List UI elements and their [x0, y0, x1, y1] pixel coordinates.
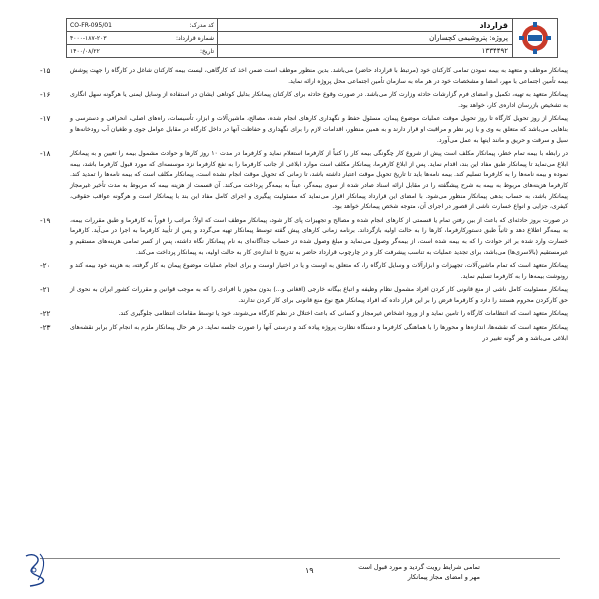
clause-item [40, 309, 568, 320]
clause-text: پیمانکار متعهد است که انتظامات کارگاه را تامین نماید و از ورود اشخاص غیرمجاز و کسانی که باعث اختلال در نظم کارگاه می‌شوند، خود یا توسط مقامات انتظامی جلوگیری کند. [118, 310, 568, 318]
clause-item [40, 285, 568, 306]
clause-text: پیمانکار متعهد است که تمام ماشین‌آلات، تجهیزات و ابزارآلات و وسایل کارگاه را، که متعلق به اوست و یا در اختیار اوست و برای انجام عملیات موضوع پیمان به کار گرفته، به هزینه خود بیمه کند و رونوشت بیمه‌ها را به کارفرما تسلیم نماید. [70, 262, 568, 280]
clause-item [40, 216, 568, 258]
clause-text: پیمانکار متعهد به تهیه، تکمیل و امضای فرم گزارشات حادثه وزارت کار می‌باشد. در صورت وقوع حادثه برای کارکنان پیمانکار بدلیل کوتاهی ایشان در استفاده از وسایل ایمنی یا هرگونه سهل انگاری به تشخیص بازرسان اداره‌ی کار، خواهد بود. [70, 91, 568, 109]
project-label: پروژه: پتروشیمی کچساران [429, 34, 508, 42]
clause-item [40, 323, 568, 344]
page-number: ۱۹ [305, 566, 314, 575]
footer-acceptance-line: تمامی شرایط رویت گردید و مورد قبول است [358, 563, 480, 571]
header-meta-block [67, 19, 217, 57]
footer-divider [40, 558, 560, 559]
clause-number: -۱۶ [40, 90, 51, 100]
document-header [66, 18, 558, 58]
clause-text: پیمانکار از روز تحویل کارگاه تا روز تحویل موقت عملیات موضوع پیمان، مسئول حفظ و نگهداری کارهای انجام شده، مصالح، ماشین‌آلات و ابزار، تأسیسات، راه‌های اصلی، انحرافی و دسترسی و بناهایی می‌باشد که متعلق به وی و یا زیر نظر و مراقبت او قرار دارند و به همین منظور، اقدامات لازم را برای نگهداری و حفاظت آنها در داخل کارگاه در مقابل عوامل جوی و طغیان آب رودخانه‌ها و سیل و سرقت و حریق و مانند اینها به عمل می‌آورد. [70, 115, 568, 144]
footer-signature-line: مهر و امضای مجاز پیمانکار [407, 573, 480, 581]
contract-no-value: ۴۰۰۰-۱۸۷-۲۰۳ [70, 34, 107, 42]
clause-text: پیمانکار متعهد است که نقشه‌ها، اندازه‌ها و محورها را با هماهنگی کارفرما و دستگاه نظارت پروژه پیاده کند و درستی آنها را صورت جلسه نماید. در هر حال پیمانکار ملزم به انجام کار برابر نقشه‌های ابلاغی می‌باشد و هر گونه تغییر در [70, 324, 568, 342]
clause-number: -۲۰ [40, 261, 51, 271]
company-logo [512, 19, 557, 57]
clause-number: -۱۷ [40, 114, 51, 124]
clause-item [40, 90, 568, 111]
project-code: ۱۳۳۴۴۹۲ [481, 47, 508, 55]
clause-item [40, 66, 568, 87]
clause-item [40, 261, 568, 282]
clause-text: پیمانکار مسئولیت کامل ناشی از منع قانونی کار کردن افراد مشمول نظام وظیفه و اتباع بیگانه خارجی (افغانی و...) بدون مجوز یا افرادی را که به موجب قوانین و مقررات کشور ایران به نحوی از حق کارکردن محروم هستند را دارد و کارفرما فرض را بر این قرار داده که افراد پیمانکار هیچ نوع منع قانونی برای کار کردن ندارند. [70, 286, 568, 304]
date-value: ۱۴۰۰/۰۸/۲۲ [70, 47, 100, 55]
clause-number: -۲۳ [40, 323, 51, 333]
clause-number: -۱۵ [40, 66, 51, 75]
doc-code-value: CO-FR-095/01 [70, 21, 112, 29]
document-title: قرارداد [479, 20, 508, 30]
footer-acceptance [240, 562, 480, 582]
contract-clauses [40, 66, 568, 347]
clause-text: در رابطه با بیمه تمام خطر، پیمانکار مکلف است پیش از شروع کار چگونگی بیمه کار را کتباً از کارفرما استعلام نماید و کارفرما در مدت ۱۰ روز کارها و حوادث مشمول بیمه را تعیین و به پیمانکار ابلاغ می‌نماید تا پیمانکار طبق مفاد این بند، اقدام نماید. پس از ابلاغ کارفرما، پیمانکار مکلف است موارد ابلاغی از جانب کارفرما را به نفع کارفرما نزد موسسه‌ای که مورد قبول کارفرما باشد، بیمه نموده و بیمه نامه‌ها را به کارفرما تسلیم کند. بیمه نامه‌ها باید تا تاریخ تحویل موقت اعتبار داشته باشد، تا زمانی که تحویل موقت انجام نشده است، پیمانکار مکلف است که بیمه نامه‌ها را تمدید کند. کارفرما هزینه‌های مربوط به بیمه به شرح پیشگفته را در مقابل ارائه اسناد صادر شده از سوی بیمه‌گر، عیناً به بیمه‌گر پرداخت می‌کند. آن قسمت از هزینه بیمه که مربوط به مدت تأخیر غیرمجاز پیمانکار باشد، به حساب بدهی پیمانکار منظور می‌شود. با امضای این قرارداد پیمانکار اقرار می‌نماید که مسئولیت پیگیری و اجرای کامل مفاد این بند با پیمانکار است و هرگونه عواقب حقوقی، کیفری، جزایی و انواع خسارت ناشی از قصور در اجرای آن، متوجه شخص پیمانکار خواهد بود. [70, 150, 568, 211]
contract-no-label: شماره قرارداد: [175, 34, 214, 42]
doc-code-label: کد مدرک: [189, 21, 214, 29]
clause-text: پیمانکار موظف و متعهد به بیمه نمودن تمامی کارکنان خود (مرتبط با قرارداد حاضر) می‌باشد. بدین منظور موظف است ضمن اخذ کد کارگاهی، لیست بیمه کارکنان شاغل در کارگاه را جهت پوشش بیمه تأمین اجتماعی با مهر، امضا و مشخصات خود در هر ماه به سازمان تأمین اجتماعی محل پروژه ارائه نماید. [70, 67, 568, 85]
clause-number: -۱۹ [40, 215, 51, 225]
date-label: تاریخ: [200, 47, 214, 55]
gear-logo-icon [516, 21, 554, 55]
clause-item [40, 149, 568, 213]
clause-item [40, 114, 568, 146]
clause-number: -۱۸ [40, 149, 51, 159]
clause-number: -۲۱ [40, 285, 51, 295]
clause-text: در صورت بروز حادثه‌ای که باعث از بین رفتن تمام یا قسمتی از کارهای انجام شده و مصالح و تجهیزات پای کار شود، پیمانکار موظف است که اولاً: مراتب را فوراً به کارفرما و طبق مقررات بیمه، به بیمه‌گر اطلاع دهد و ثانیاً طبق دستورکارفرما، کارها را به حالت اولیه بازگرداند. برنامه زمانی کارهای پیش گفته توسط پیمانکار تهیه می‌گردد و پس از تأیید کارفرما به اجرا در می‌آید. کارفرما خسارت وارد شده بر اثر حوادث را که به بیمه شده است، از بیمه‌گر وصول می‌نماید و مبلغ وصول شده در حساب جداگانه‌ای به نام پیمانکار نگاه داشته، پس از کسر تمامی هزینه‌های مستقیم و غیرمستقیم (بالاسری‌ها) می‌باشد، برای تجدید عملیات به تناسب پیشرفت کار و در چارچوب قرارداد حاضر به تدریج تا اندازه‌ی کار به حالت اولیه، به پیمانکار پرداخت می‌کند. [70, 216, 568, 256]
clause-number: -۲۲ [40, 309, 51, 319]
header-title-block [217, 19, 512, 57]
signature-stamp-icon [22, 550, 50, 590]
